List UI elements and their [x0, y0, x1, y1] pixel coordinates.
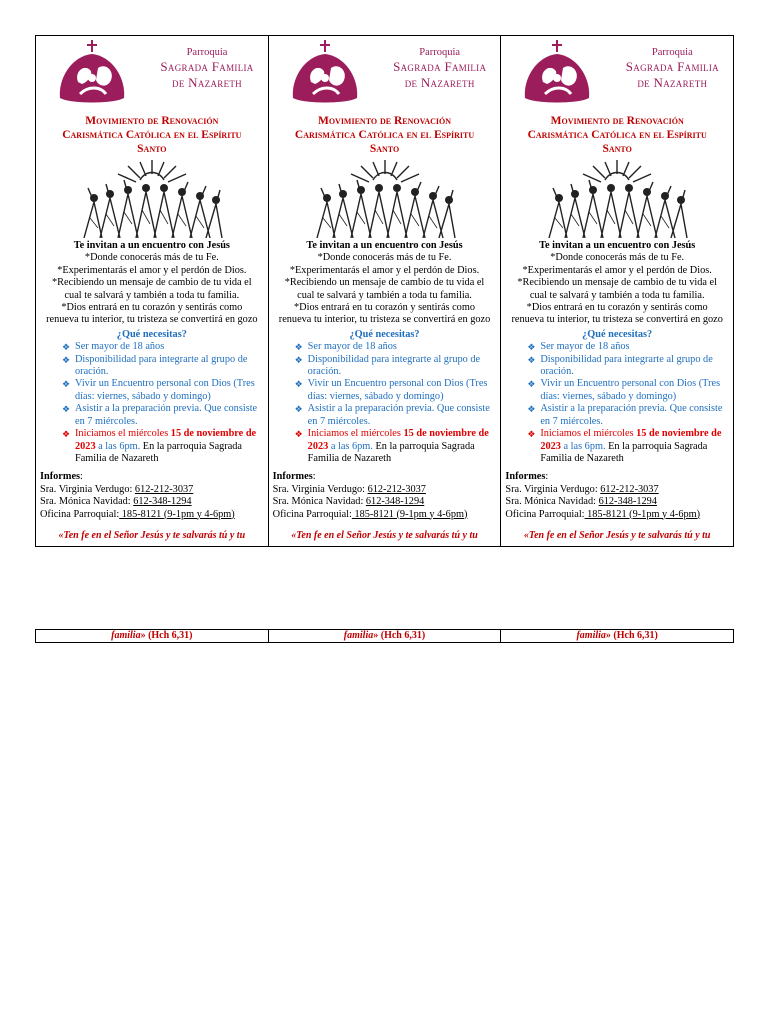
list-item [295, 354, 497, 379]
diamond-bullet-icon: ❖ [294, 342, 303, 353]
benefit-4b: renueva tu interior, tu tristeza se convertirá en gozo [511, 314, 723, 326]
diamond-bullet-icon: ❖ [62, 342, 71, 353]
requirements-heading: ¿Qué necesitas? [116, 328, 187, 340]
parish-name [132, 46, 282, 91]
list-item [295, 341, 497, 353]
pentecost-illustration [313, 158, 457, 238]
parish-label: Parroquia [419, 47, 461, 58]
contact-phone: 185-8121 (9-1pm y 4-6pm) [119, 508, 235, 520]
list-item [527, 403, 729, 428]
contact-phone: 185-8121 (9-1pm y 4-6pm) [584, 508, 701, 520]
parish-name-line1: Sagrada Familia [160, 59, 254, 74]
quote-end-italic: familia [111, 630, 141, 641]
parish-name-line1: Sagrada Familia [625, 59, 719, 74]
quote-end-italic: familia [343, 630, 374, 641]
diamond-bullet-icon: ❖ [62, 404, 71, 415]
flyer-column [36, 36, 269, 546]
parish-name [365, 46, 515, 91]
benefit-1: *Donde conocerás más de tu Fe. [317, 252, 452, 264]
quote-end-reference: » (Hch 6,31) [605, 630, 658, 641]
flyer-column [501, 36, 733, 546]
requirement-text: Vivir un Encuentro personal con Dios (Tres días: viernes, sábado y domingo) [307, 378, 488, 402]
informes-label: Informes [40, 471, 81, 483]
contact-block: Informes: Sra. Virginia Verdugo: 612-212-3037 Sra. Mónica Navidad: 612-348-1294 Oficina Parroquial: 185-8121 (9-1pm y 4-6pm) [505, 471, 701, 520]
parish-name [597, 46, 747, 91]
requirement-text: Vivir un Encuentro personal con Dios (Tres días: viernes, sábado y domingo) [540, 378, 721, 402]
quote-continuation [501, 630, 733, 642]
flyer-column [269, 36, 502, 546]
benefit-4a: *Dios entrará en tu corazón y sentirás como [294, 302, 475, 314]
parish-label: Parroquia [186, 47, 228, 58]
start-text: Iniciamos el miércoles [540, 428, 637, 440]
start-time: a las 6pm. [328, 440, 373, 452]
flyer-header [505, 36, 729, 108]
list-item [295, 378, 497, 403]
contact-block: Informes: Sra. Virginia Verdugo: 612-212-3037 Sra. Mónica Navidad: 612-348-1294 Oficina Parroquial: 185-8121 (9-1pm y 4-6pm) [272, 471, 468, 520]
requirement-text: Disponibilidad para integrarte al grupo de oración. [540, 353, 713, 378]
diamond-bullet-icon: ❖ [294, 379, 303, 390]
invite-heading: Te invitan a un encuentro con Jesús [306, 240, 463, 251]
flyer-table [35, 35, 734, 547]
benefit-3a: *Recibiendo un mensaje de cambio de tu vida el [517, 277, 717, 289]
list-item [62, 403, 264, 428]
bible-quote: «Ten fe en el Señor Jesús y te salvarás tú y tu [523, 529, 711, 541]
parish-name-line2: de Nazareth [637, 75, 708, 90]
diamond-bullet-icon: ❖ [527, 354, 536, 365]
contact-name: Sra. Mónica Navidad: [505, 496, 599, 508]
requirements-list [40, 341, 264, 465]
quote-continuation [36, 630, 269, 642]
contact-phone: 612-212-3037 [367, 483, 426, 495]
parish-name-line1: Sagrada Familia [393, 59, 487, 74]
bible-quote: «Ten fe en el Señor Jesús y te salvarás tú y tu [291, 529, 478, 541]
parish-label: Parroquia [651, 47, 693, 58]
contact-name: Sra. Virginia Verdugo: [272, 483, 368, 495]
pentecost-illustration [80, 158, 224, 238]
start-date: 15 de noviembre de 2023 [75, 428, 257, 452]
requirement-text: Asistir a la preparación previa. Que consiste en 7 miércoles. [75, 403, 258, 427]
quote-end-reference: » (Hch 6,31) [373, 630, 426, 641]
contact-block: Informes: Sra. Virginia Verdugo: 612-212-3037 Sra. Mónica Navidad: 612-348-1294 Oficina Parroquial: 185-8121 (9-1pm y 4-6pm) [40, 471, 235, 520]
requirements-list [273, 341, 497, 465]
benefit-2: *Experimentarás el amor y el perdón de Dios. [289, 264, 480, 276]
continuation-table [35, 629, 734, 643]
start-text: Iniciamos el miércoles [307, 428, 404, 440]
movement-title-line3: Santo [602, 143, 632, 155]
diamond-bullet-icon: ❖ [527, 429, 536, 440]
diamond-bullet-icon: ❖ [62, 429, 71, 440]
requirement-text: Vivir un Encuentro personal con Dios (Tres días: viernes, sábado y domingo) [75, 378, 255, 402]
list-item [527, 378, 729, 403]
parish-name-line2: de Nazareth [172, 75, 242, 90]
holy-family-logo-icon [54, 38, 130, 106]
start-text: Iniciamos el miércoles [75, 428, 171, 440]
movement-title-line1: Movimiento de Renovación [317, 115, 452, 127]
benefit-1: *Donde conocerás más de tu Fe. [84, 252, 219, 264]
diamond-bullet-icon: ❖ [527, 379, 536, 390]
requirement-text: Asistir a la preparación previa. Que consiste en 7 miércoles. [540, 403, 723, 427]
benefit-4a: *Dios entrará en tu corazón y sentirás como [61, 302, 243, 314]
benefit-3b: cual te salvará y también a toda tu familia. [297, 289, 472, 301]
holy-family-logo-icon [287, 38, 363, 106]
start-date: 15 de noviembre de 2023 [540, 428, 722, 452]
benefit-2: *Experimentarás el amor y el perdón de Dios. [522, 264, 712, 276]
benefit-3a: *Recibiendo un mensaje de cambio de tu vida el [52, 277, 252, 289]
benefit-1: *Donde conocerás más de tu Fe. [550, 252, 685, 264]
requirement-text: Asistir a la preparación previa. Que consiste en 7 miércoles. [307, 403, 490, 427]
contact-name: Sra. Mónica Navidad: [272, 496, 366, 508]
contact-name: Oficina Parroquial: [505, 508, 585, 520]
flyer-header [40, 36, 264, 108]
requirements-list [505, 341, 729, 465]
start-location: En la parroquia Sagrada Familia de Nazareth [307, 440, 475, 464]
parish-name-line2: de Nazareth [404, 75, 475, 90]
movement-title [505, 114, 729, 156]
contact-phone: 612-348-1294 [133, 496, 192, 508]
requirement-text: Disponibilidad para integrarte al grupo de oración. [307, 353, 481, 378]
movement-title-line1: Movimiento de Renovación [550, 115, 684, 127]
benefit-3a: *Recibiendo un mensaje de cambio de tu vida el [284, 277, 485, 289]
contact-name: Oficina Parroquial: [40, 508, 120, 520]
informes-label: Informes [272, 471, 313, 483]
start-time: a las 6pm. [560, 440, 606, 452]
start-location: En la parroquia Sagrada Familia de Nazareth [75, 440, 243, 464]
diamond-bullet-icon: ❖ [62, 354, 71, 365]
requirement-text: Ser mayor de 18 años [75, 341, 165, 353]
contact-name: Sra. Virginia Verdugo: [40, 483, 135, 495]
diamond-bullet-icon: ❖ [527, 342, 536, 353]
movement-title-line1: Movimiento de Renovación [85, 115, 219, 127]
movement-title [273, 114, 497, 156]
contact-phone: 612-348-1294 [365, 496, 425, 508]
list-item [295, 428, 497, 465]
list-item [62, 378, 264, 403]
movement-title-line2: Carismática Católica en el Espíritu [62, 129, 242, 141]
holy-family-logo-icon [519, 38, 595, 106]
list-item [527, 341, 729, 353]
contact-phone: 612-212-3037 [134, 483, 194, 495]
movement-title-line3: Santo [137, 143, 167, 155]
start-location: En la parroquia Sagrada Familia de Nazareth [540, 440, 708, 464]
contact-phone: 612-348-1294 [598, 496, 657, 508]
informes-label: Informes [505, 471, 546, 483]
requirement-text: Ser mayor de 18 años [307, 341, 397, 353]
diamond-bullet-icon: ❖ [294, 404, 303, 415]
benefit-3b: cual te salvará y también a toda tu familia. [529, 289, 705, 301]
contact-name: Oficina Parroquial: [272, 508, 352, 520]
invite-heading: Te invitan a un encuentro con Jesús [539, 240, 696, 251]
contact-phone: 185-8121 (9-1pm y 4-6pm) [351, 508, 468, 520]
bible-quote: «Ten fe en el Señor Jesús y te salvarás tú y tu [58, 529, 246, 541]
contact-phone: 612-212-3037 [600, 483, 659, 495]
diamond-bullet-icon: ❖ [294, 354, 303, 365]
list-item [62, 354, 264, 379]
diamond-bullet-icon: ❖ [294, 429, 303, 440]
benefit-2: *Experimentarás el amor y el perdón de Dios. [57, 264, 247, 276]
requirements-heading: ¿Qué necesitas? [349, 328, 420, 340]
list-item [527, 354, 729, 379]
benefit-3b: cual te salvará y también a toda tu familia. [64, 289, 240, 301]
benefit-4b: renueva tu interior, tu tristeza se convertirá en gozo [46, 314, 258, 326]
flyer-header [273, 36, 497, 108]
list-item [527, 428, 729, 465]
diamond-bullet-icon: ❖ [527, 404, 536, 415]
list-item [62, 428, 264, 465]
quote-end-italic: familia [576, 630, 606, 641]
requirement-text: Ser mayor de 18 años [540, 341, 630, 353]
requirement-text: Disponibilidad para integrarte al grupo de oración. [75, 353, 248, 378]
quote-end-reference: » (Hch 6,31) [140, 630, 193, 641]
movement-title [40, 114, 264, 156]
benefit-4a: *Dios entrará en tu corazón y sentirás como [526, 302, 708, 314]
invite-heading: Te invitan a un encuentro con Jesús [73, 240, 230, 251]
movement-title-line2: Carismática Católica en el Espíritu [294, 129, 475, 141]
quote-continuation [269, 630, 502, 642]
diamond-bullet-icon: ❖ [62, 379, 71, 390]
pentecost-illustration [545, 158, 689, 238]
requirements-heading: ¿Qué necesitas? [582, 328, 653, 340]
benefit-4b: renueva tu interior, tu tristeza se convertirá en gozo [278, 314, 491, 326]
contact-name: Sra. Virginia Verdugo: [505, 483, 601, 495]
list-item [295, 403, 497, 428]
contact-name: Sra. Mónica Navidad: [40, 496, 134, 508]
start-time: a las 6pm. [95, 440, 141, 452]
movement-title-line2: Carismática Católica en el Espíritu [527, 129, 707, 141]
movement-title-line3: Santo [369, 143, 400, 155]
start-date: 15 de noviembre de 2023 [307, 428, 489, 452]
list-item [62, 341, 264, 353]
